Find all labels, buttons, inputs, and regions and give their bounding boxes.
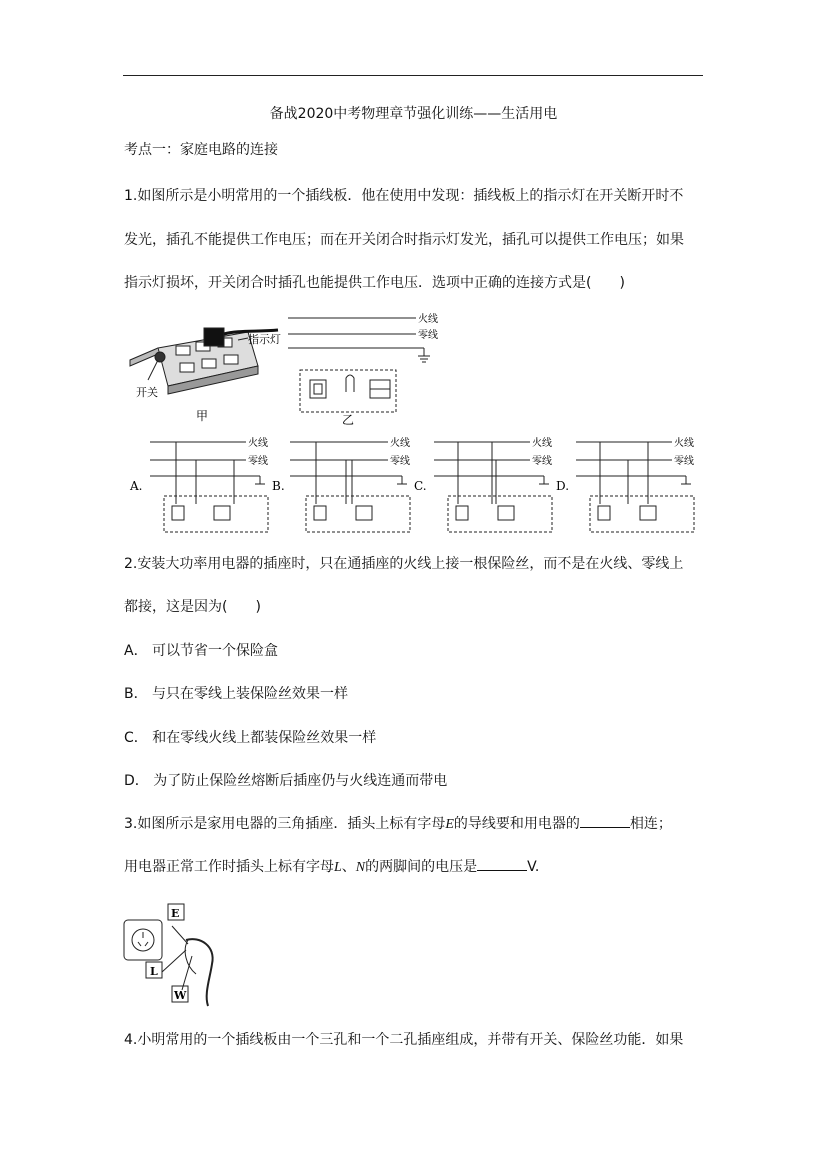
plug-label-l: L: [150, 965, 158, 978]
label-live-top: 火线: [418, 314, 438, 325]
q1-line1: 1.如图所示是小明常用的一个插线板．他在使用中发现：插线板上的指示灯在开关断开时不: [124, 188, 684, 204]
label-indicator: 指示灯: [248, 333, 281, 346]
q1-line2: 发光，插孔不能提供工作电压；而在开关闭合时指示灯发光，插孔可以提供工作电压；如果: [124, 232, 684, 248]
option-a-neutral: 零线: [248, 456, 268, 467]
q3-text-a: 3.如图所示是家用电器的三角插座．插头上标有字母: [124, 816, 446, 832]
q3-letter-e: E: [445, 817, 454, 832]
q3-text-d: 相连；: [629, 816, 672, 832]
option-label-c: C.: [414, 479, 427, 493]
option-label-b: B.: [272, 479, 285, 493]
q3-letter-n: N: [355, 860, 366, 875]
option-label-d: D.: [556, 479, 570, 493]
q2-line2: 都接，这是因为( ): [124, 599, 261, 615]
section-heading: 考点一：家庭电路的连接: [124, 142, 278, 158]
label-neutral-top: 零线: [418, 330, 438, 341]
q2-line1: 2.安装大功率用电器的插座时，只在通插座的火线上接一根保险丝，而不是在火线、零线上: [124, 556, 684, 572]
q4-line1: 4.小明常用的一个插线板由一个三孔和一个二孔插座组成，并带有开关、保险丝功能．如果: [124, 1032, 684, 1048]
q3-blank-1[interactable]: [580, 815, 630, 828]
q2-option-a: A． 可以节省一个保险盒: [124, 643, 279, 659]
q2-option-b: B． 与只在零线上装保险丝效果一样: [124, 686, 349, 702]
q3-text-2f: V.: [527, 859, 540, 875]
label-jia: 甲: [196, 409, 209, 423]
q2-option-c: C． 和在零线火线上都装保险丝效果一样: [124, 730, 377, 746]
q1-line3: 指示灯损坏，开关闭合时插孔也能提供工作电压．选项中正确的连接方式是( ): [124, 275, 625, 291]
figure-q3-plug: [120, 898, 230, 1013]
q3-blank-2[interactable]: [477, 858, 527, 871]
q3-text-2e: 的两脚间的电压是: [365, 859, 478, 875]
option-c-neutral: 零线: [532, 456, 552, 467]
plug-label-e: E: [171, 907, 180, 920]
option-a-live: 火线: [248, 438, 268, 449]
option-b-live: 火线: [390, 438, 410, 449]
option-d-live: 火线: [674, 438, 694, 449]
q3-line2: [124, 858, 539, 877]
option-label-a: A.: [130, 479, 143, 493]
option-d-neutral: 零线: [674, 456, 694, 467]
header-rule: [123, 75, 703, 76]
page-title: 备战2020中考物理章节强化训练——生活用电: [269, 106, 558, 122]
option-c-live: 火线: [532, 438, 552, 449]
q3-text-2a: 用电器正常工作时插头上标有字母: [124, 859, 334, 875]
q3-line1: [124, 815, 672, 834]
q2-option-d: D． 为了防止保险丝熔断后插座仍与火线连通而带电: [124, 773, 448, 789]
figure-q1: [118, 308, 708, 540]
label-yi: 乙: [342, 413, 355, 427]
q3-text-c: 的导线要和用电器的: [453, 816, 580, 832]
plug-label-w: W: [174, 989, 187, 1002]
q3-text-2c: 、: [341, 859, 356, 875]
q3-letter-l: L: [334, 860, 342, 875]
option-b-neutral: 零线: [390, 456, 410, 467]
label-switch: 开关: [136, 386, 158, 399]
